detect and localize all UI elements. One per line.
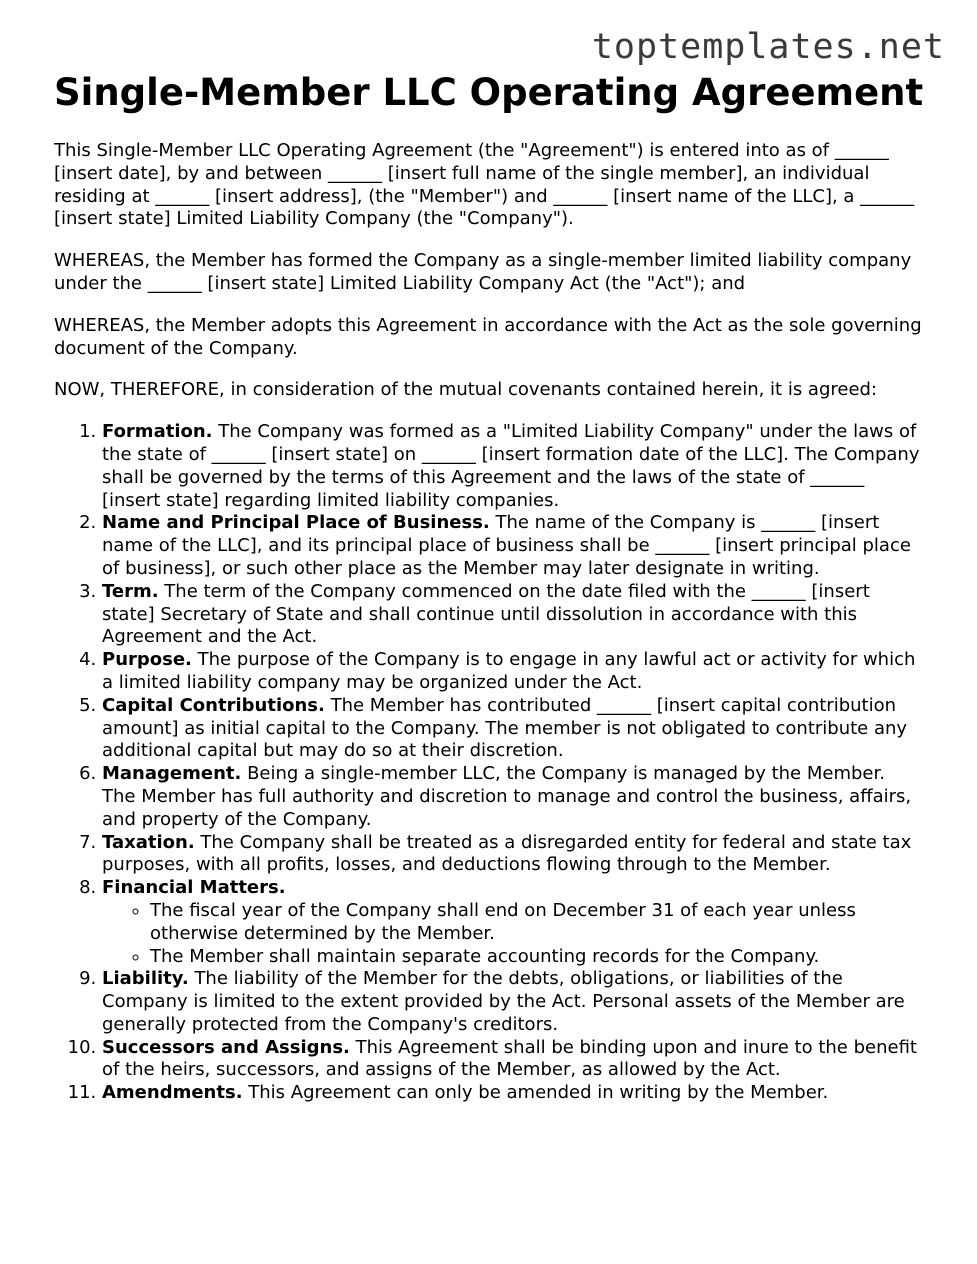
section-text: Being a single-member LLC, the Company is managed by the Member. The Member has full authority and discretion to manage and control the business, affairs, and property of the Company. xyxy=(102,763,912,830)
document-title: Single-Member LLC Operating Agreement xyxy=(54,71,924,114)
section-amendments xyxy=(102,1082,924,1105)
intro-paragraph: This Single-Member LLC Operating Agreement (the "Agreement") is entered into as of ______ [insert date], by and between ______ [insert full name of the single member], an individual residing at ______ [insert address], (the "Member") and ______ [insert name of the LLC], a ______ [insert state] Limited Liability Company (the "Company"). xyxy=(54,140,915,230)
section-heading: Name and Principal Place of Business. xyxy=(102,512,490,534)
sections-list xyxy=(54,421,924,1105)
section-heading: Financial Matters. xyxy=(102,877,286,899)
section-heading: Liability. xyxy=(102,968,189,990)
section-term xyxy=(102,581,924,649)
section-successors xyxy=(102,1037,924,1083)
section-text: The liability of the Member for the debts, obligations, or liabilities of the Company is limited to the extent provided by the Act. Personal assets of the Member are generally protected from the Company's creditors. xyxy=(102,968,905,1035)
section-text: This Agreement shall be binding upon and inure to the benefit of the heirs, successors, and assigns of the Member, as allowed by the Act. xyxy=(102,1036,917,1081)
list-item: ◦ The Member shall maintain separate accounting records for the Company. xyxy=(150,946,924,969)
section-heading: Capital Contributions. xyxy=(102,694,325,716)
financial-subitems xyxy=(102,900,924,968)
section-heading: Successors and Assigns. xyxy=(102,1036,350,1058)
section-text: The Member has contributed ______ [insert capital contribution amount] as initial capital to the Company. The member is not obligated to contribute any additional capital but may do so at their discretion. xyxy=(102,694,908,762)
section-heading: Taxation. xyxy=(102,831,195,853)
section-taxation xyxy=(102,832,924,878)
section-heading: Term. xyxy=(102,580,159,602)
watermark: toptemplates.net xyxy=(591,27,945,67)
whereas-paragraph-2: WHEREAS, the Member adopts this Agreement in accordance with the Act as the sole governing document of the Company. xyxy=(54,314,922,359)
section-text: The Company was formed as a "Limited Liability Company" under the laws of the state of ______ [insert state] on ______ [insert formation date of the LLC]. The Company shall be governed by the terms of this Agreement and the laws of the state of ______ [insert state] regarding limited liability companies. xyxy=(102,421,920,511)
section-heading: Purpose. xyxy=(102,649,192,671)
section-text: The Company shall be treated as a disregarded entity for federal and state tax purposes, with all profits, losses, and deductions flowing through to the Member. xyxy=(102,831,912,876)
document-body xyxy=(54,70,924,1105)
section-text: This Agreement can only be amended in writing by the Member. xyxy=(242,1082,829,1104)
section-heading: Amendments. xyxy=(102,1082,243,1104)
section-heading: Formation. xyxy=(102,421,213,443)
section-text: The purpose of the Company is to engage in any lawful act or activity for which a limited liability company may be organized under the Act. xyxy=(102,649,916,693)
section-name-place xyxy=(102,512,924,580)
section-heading: Management. xyxy=(102,763,242,785)
list-item: ◦ The fiscal year of the Company shall end on December 31 of each year unless otherwise determined by the Member. xyxy=(150,900,924,946)
section-text: The name of the Company is ______ [insert name of the LLC], and its principal place of business shall be ______ [insert principal place of business], or such other place as the Member may later designate in writing. xyxy=(102,512,911,579)
section-purpose xyxy=(102,649,924,695)
section-management xyxy=(102,763,924,831)
section-text: The term of the Company commenced on the date filed with the ______ [insert state] Secretary of State and shall continue until dissolution in accordance with this Agreement and the Act. xyxy=(102,580,870,648)
now-therefore-paragraph: NOW, THEREFORE, in consideration of the mutual covenants contained herein, it is agreed: xyxy=(54,379,878,401)
section-formation xyxy=(102,421,924,512)
section-capital xyxy=(102,695,924,763)
section-liability xyxy=(102,968,924,1036)
whereas-paragraph-1: WHEREAS, the Member has formed the Company as a single-member limited liability company under the ______ [insert state] Limited Liability Company Act (the "Act"); and xyxy=(54,250,912,294)
section-financial xyxy=(102,877,924,968)
